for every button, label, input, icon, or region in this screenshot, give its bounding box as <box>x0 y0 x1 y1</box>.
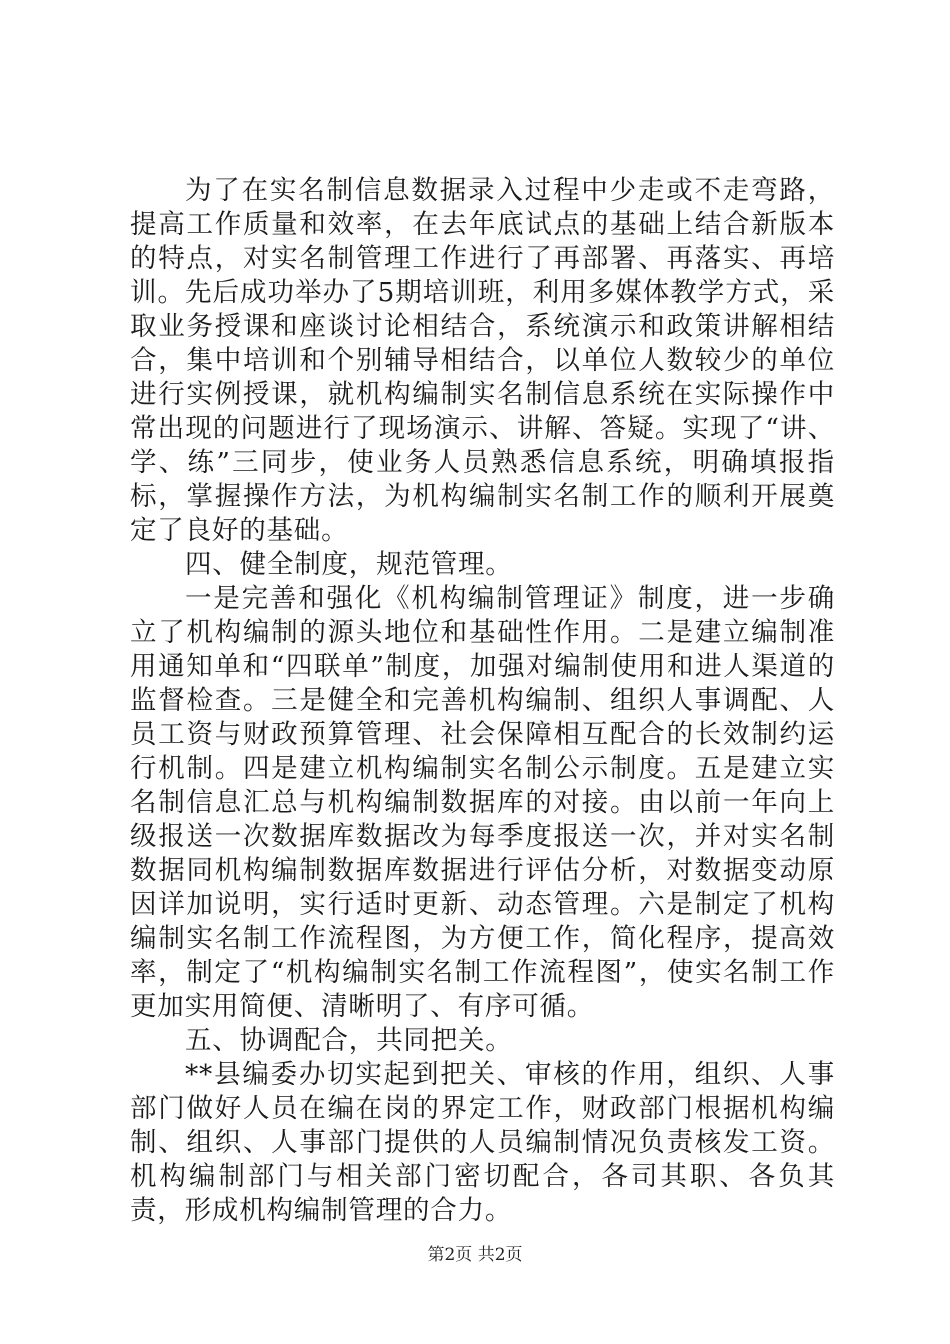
document-body <box>130 174 835 1228</box>
paragraph-coordination: **县编委办切实起到把关、审核的作用，组织、人事部门做好人员在编在岗的界定工作，财政部门根据机构编制、组织、人事部门提供的人员编制情况负责核发工资。机构编制部门与相关部门密切配合，各司其职、各负其责，形成机构编制管理的合力。 <box>130 1059 835 1226</box>
page-number-footer: 第2页 共2页 <box>427 1245 523 1265</box>
paragraph-training: 为了在实名制信息数据录入过程中少走或不走弯路，提高工作质量和效率，在去年底试点的基础上结合新版本的特点，对实名制管理工作进行了再部署、再落实、再培训。先后成功举办了5期培训班，利用多媒体教学方式，采取业务授课和座谈讨论相结合，系统演示和政策讲解相结合，集中培训和个别辅导相结合，以单位人数较少的单位进行实例授课，就机构编制实名制信息系统在实际操作中常出现的问题进行了现场演示、讲解、答疑。实现了“讲、学、练”三同步，使业务人员熟悉信息系统，明确填报指标，掌握操作方法，为机构编制实名制工作的顺利开展奠定了良好的基础。 <box>130 175 835 546</box>
section-heading-4: 四、健全制度，规范管理。 <box>185 549 513 580</box>
paragraph-systems: 一是完善和强化《机构编制管理证》制度，进一步确立了机构编制的源头地位和基础性作用。二是建立编制准用通知单和“四联单”制度，加强对编制使用和进人渠道的监督检查。三是健全和完善机构编制、组织人事调配、人员工资与财政预算管理、社会保障相互配合的长效制约运行机制。四是建立机构编制实名制公示制度。五是建立实名制信息汇总与机构编制数据库的对接。由以前一年向上级报送一次数据库数据改为每季度报送一次，并对实名制数据同机构编制数据库数据进行评估分析，对数据变动原因详加说明，实行适时更新、动态管理。六是制定了机构编制实名制工作流程图，为方便工作，简化程序，提高效率，制定了“机构编制实名制工作流程图”，使实名制工作更加实用简便、清晰明了、有序可循。 <box>130 583 835 1022</box>
section-heading-5: 五、协调配合，共同把关。 <box>185 1025 513 1056</box>
